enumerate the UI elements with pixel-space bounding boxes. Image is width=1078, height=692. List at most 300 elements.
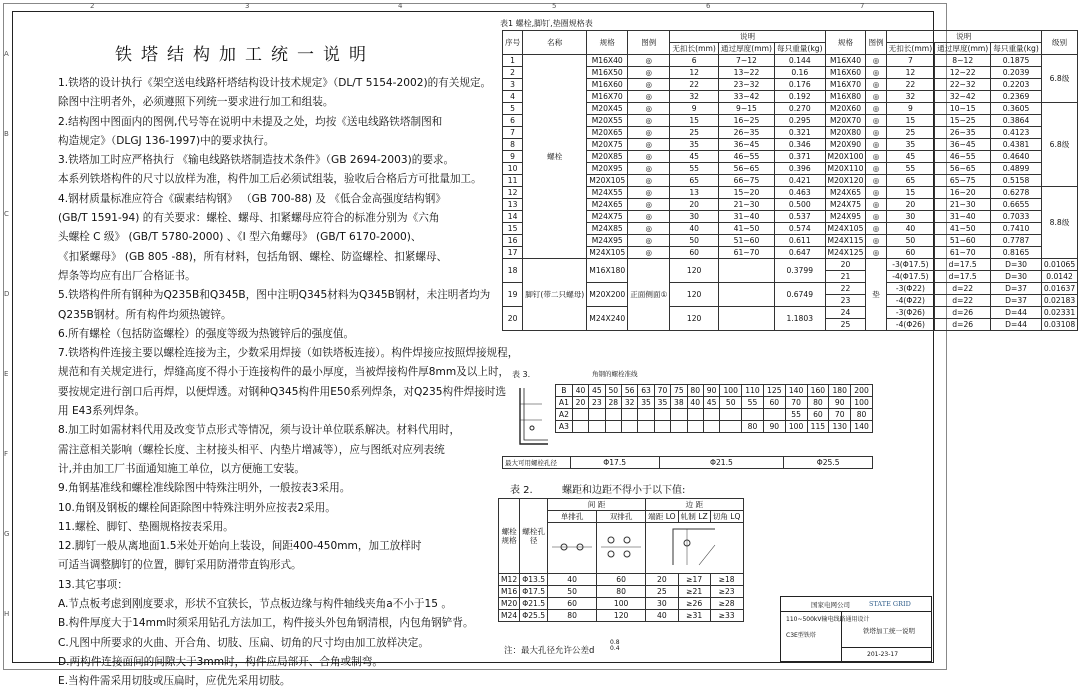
- header-cell: 45: [589, 385, 605, 397]
- table-cell: 0.5158: [991, 175, 1042, 187]
- table-cell: 0.463: [775, 187, 826, 199]
- bolt-symbol-icon: ◎: [866, 127, 886, 139]
- table-cell: 2: [503, 67, 523, 79]
- bolt-row: [503, 151, 1078, 163]
- table-cell: [718, 283, 774, 307]
- table3-caption: 表 3.: [512, 370, 531, 379]
- table-cell: 32: [621, 397, 637, 409]
- footer-row: [503, 457, 873, 469]
- pitch-row: [499, 610, 744, 622]
- header-cell: 序号: [503, 31, 523, 55]
- table-cell: 13: [670, 187, 719, 199]
- bolt-symbol-icon: ◎: [628, 115, 670, 127]
- table-cell: 56~65: [935, 163, 991, 175]
- table-cell: Φ21.5: [520, 598, 548, 610]
- table-cell: 6: [503, 115, 523, 127]
- table-cell: 70: [785, 397, 807, 409]
- table-cell: 0.6278: [991, 187, 1042, 199]
- header-cell: 50: [605, 385, 621, 397]
- table-cell: 20: [503, 307, 523, 331]
- table-cell: M24X240: [587, 307, 628, 331]
- table-cell: D=30: [991, 271, 1042, 283]
- table-cell: 23: [825, 295, 866, 307]
- bolt-symbol-icon: ◎: [866, 247, 886, 259]
- table-cell: 40: [687, 397, 703, 409]
- note-line: 4.钢材质量标准应符合《碳素结构钢》 （GB 700-88) 及 《低合金高强度结构钢》: [58, 192, 446, 205]
- table-cell: 0.321: [775, 127, 826, 139]
- grade-cell: 8.8级: [1041, 187, 1077, 259]
- note-line: 6.所有螺栓（包括防盗螺栓）的强度等级为热镀锌后的强度值。: [58, 327, 355, 340]
- table-header-row: [499, 499, 744, 511]
- table-cell: M20X80: [825, 127, 866, 139]
- bolt-symbol-icon: ◎: [628, 79, 670, 91]
- bolt-row: [503, 199, 1078, 211]
- table-cell: 0.4381: [991, 139, 1042, 151]
- table-cell: 51~60: [718, 235, 774, 247]
- table-cell: 3: [503, 79, 523, 91]
- table-cell: M24X75: [587, 211, 628, 223]
- table-cell: 0.3605: [991, 103, 1042, 115]
- table-cell: 0.6655: [991, 199, 1042, 211]
- bolt-row: [503, 139, 1078, 151]
- table-cell: 0.7033: [991, 211, 1042, 223]
- note-line: 《扣紧螺母》 (GB 805 -88)，所有材料，包括角钢、螺栓、防盗螺栓、扣紧螺母、: [58, 250, 448, 263]
- table-cell: M20X110: [825, 163, 866, 175]
- table-cell: 90: [829, 397, 851, 409]
- table-header-row: [556, 385, 873, 397]
- table-cell: d=17.5: [935, 259, 991, 271]
- bolt-symbol-icon: ◎: [866, 187, 886, 199]
- note-line: D.两构件连接面间的间隙大于3mm时，构件应局部开、合角或制弯。: [58, 655, 383, 668]
- table-cell: M16X80: [825, 91, 866, 103]
- table-cell: M16X70: [825, 79, 866, 91]
- table-cell: 14: [503, 211, 523, 223]
- table-cell: [703, 409, 719, 421]
- table-cell: 32~42: [935, 91, 991, 103]
- table-cell: 0.01065: [1041, 259, 1077, 271]
- table-cell: M24X125: [825, 247, 866, 259]
- table-cell: 13~22: [718, 67, 774, 79]
- header-cell: 轧制 LZ: [678, 511, 710, 523]
- bolt-line-row: [556, 397, 873, 409]
- foot-washer-row: [503, 259, 1078, 271]
- table-cell: 17: [503, 247, 523, 259]
- table-cell: Φ13.5: [520, 574, 548, 586]
- table-cell: 0.574: [775, 223, 826, 235]
- table-cell: 22: [886, 79, 935, 91]
- table-cell: M20X75: [587, 139, 628, 151]
- table-cell: M24X95: [825, 211, 866, 223]
- header-cell: 63: [638, 385, 654, 397]
- footer-value: Φ17.5: [570, 457, 659, 469]
- table-cell: 0.192: [775, 91, 826, 103]
- footer-value: Φ21.5: [659, 457, 784, 469]
- table-cell: 12: [503, 187, 523, 199]
- table-cell: 7: [503, 127, 523, 139]
- table-cell: M20X105: [587, 175, 628, 187]
- table-cell: 61~70: [718, 247, 774, 259]
- table-cell: ≥17: [678, 574, 710, 586]
- pitch-row: [499, 598, 744, 610]
- table-cell: M12: [499, 574, 520, 586]
- note-line: A.节点板考虑到刚度要求，形状不宜狭长，节点板边缘与构件轴线夹角a不小于15 。: [58, 598, 452, 611]
- table-cell: 41~50: [935, 223, 991, 235]
- step-bolt-note: 正面侧面①: [628, 259, 670, 331]
- table-cell: 0.537: [775, 211, 826, 223]
- table-cell: 21~30: [935, 199, 991, 211]
- table-cell: Φ17.5: [520, 586, 548, 598]
- header-cell: 螺栓孔径: [520, 499, 548, 574]
- ruler-mark: E: [4, 370, 9, 378]
- table-cell: [742, 409, 764, 421]
- table-cell: 5: [503, 103, 523, 115]
- ruler-mark: 2: [90, 2, 95, 10]
- table-cell: 8~12: [935, 55, 991, 67]
- table-cell: [687, 409, 703, 421]
- table-cell: 0.346: [775, 139, 826, 151]
- table-cell: 21~30: [718, 199, 774, 211]
- table-cell: 80: [597, 586, 646, 598]
- group-name: 螺栓: [523, 55, 587, 259]
- table-cell: 80: [548, 610, 597, 622]
- ruler-mark: C: [4, 210, 9, 218]
- bolt-symbol-icon: ◎: [628, 247, 670, 259]
- table-cell: 8: [503, 139, 523, 151]
- table-cell: 31~40: [718, 211, 774, 223]
- table-cell: 40: [548, 574, 597, 586]
- header-cell: 90: [703, 385, 719, 397]
- note-line: 除图中注明者外，必须遵照下列统一要求进行加工和组装。: [58, 96, 334, 109]
- ruler-mark: 6: [706, 2, 711, 10]
- table-cell: 32: [886, 91, 935, 103]
- table-cell: [621, 409, 637, 421]
- table-cell: 13: [503, 199, 523, 211]
- note-line: C.凡图中所要求的火曲、开合角、切肢、压扁、切角的尺寸均由加工放样决定。: [58, 636, 429, 649]
- note-line: 用 E43系列焊条。: [58, 405, 146, 418]
- table-cell: 6: [670, 55, 719, 67]
- table-cell: M16X40: [587, 55, 628, 67]
- header-cell: 边 距: [646, 499, 743, 511]
- note-line: 7.铁塔构件连接主要以螺栓连接为主，少数采用焊接（如铁塔板连接）。构件焊接应按照焊接规程，: [58, 347, 519, 360]
- table-cell: 23~32: [718, 79, 774, 91]
- bolt-row: [503, 223, 1078, 235]
- table-cell: ≥21: [678, 586, 710, 598]
- table2-caption: 表 2.: [510, 485, 533, 496]
- table-cell: 24: [825, 307, 866, 319]
- header-cell: 规格: [587, 31, 628, 55]
- table-cell: 30: [886, 211, 935, 223]
- bolt-symbol-icon: ◎: [628, 55, 670, 67]
- header-cell: 75: [671, 385, 687, 397]
- table-cell: 0.647: [775, 247, 826, 259]
- table-cell: 20: [670, 199, 719, 211]
- ruler-mark: 4: [398, 2, 403, 10]
- table-cell: 21: [825, 271, 866, 283]
- table-cell: [720, 409, 742, 421]
- table-cell: D=37: [991, 295, 1042, 307]
- table-cell: 22: [670, 79, 719, 91]
- pitch-edge-table: [498, 498, 744, 622]
- table3-subtitle: 角钢的螺栓准线: [592, 370, 638, 378]
- table-cell: 65: [670, 175, 719, 187]
- table-cell: 66~75: [718, 175, 774, 187]
- table-cell: 0.7787: [991, 235, 1042, 247]
- header-cell: 单排孔: [548, 511, 597, 523]
- table-cell: 0.02183: [1041, 295, 1077, 307]
- bolt-symbol-icon: ◎: [866, 115, 886, 127]
- table-cell: 0.2039: [991, 67, 1042, 79]
- project-name: 110~500kV输电线路通用设计: [786, 616, 870, 623]
- table-cell: 46~55: [935, 151, 991, 163]
- bolt-symbol-icon: ◎: [628, 67, 670, 79]
- table-cell: [638, 409, 654, 421]
- table-cell: 55: [785, 409, 807, 421]
- table-cell: 16~20: [935, 187, 991, 199]
- table-cell: 0.16: [775, 67, 826, 79]
- note-line: 8.加工时如需材料代用及改变节点形式等情况，须与设计单位联系解决。材料代用时，: [58, 424, 461, 437]
- table-cell: 120: [670, 307, 719, 331]
- header-cell: 说明: [670, 31, 825, 43]
- note-line: 3.铁塔加工时应严格执行 《输电线路铁塔制造技术条件》（GB 2694-2003)的要求。: [58, 154, 455, 167]
- table-cell: M24X105: [587, 247, 628, 259]
- table-cell: 0.500: [775, 199, 826, 211]
- note-line: (GB/T 1591-94) 的有关要求：螺栓、螺母、扣紧螺母应符合的标准分别为《六角: [58, 212, 440, 225]
- table-cell: 26~35: [935, 127, 991, 139]
- table-cell: [654, 421, 670, 433]
- header-cell: 125: [763, 385, 785, 397]
- table-cell: 15: [886, 187, 935, 199]
- drawing-name: 铁塔加工统一说明: [863, 627, 915, 635]
- table-cell: M16X180: [587, 259, 628, 283]
- table-cell: ≥33: [710, 610, 743, 622]
- pitch-row: [499, 586, 744, 598]
- header-cell: 40: [572, 385, 588, 397]
- table-cell: M20X200: [587, 283, 628, 307]
- pitch-row: [499, 574, 744, 586]
- table-cell: M20X65: [587, 127, 628, 139]
- note-line: 13.其它事项：: [58, 578, 128, 591]
- drawing-date: 201-23-17: [867, 651, 899, 658]
- bolt-symbol-icon: ◎: [866, 163, 886, 175]
- table-cell: d=17.5: [935, 271, 991, 283]
- header-cell: 级别: [1041, 31, 1077, 55]
- table-cell: 60: [763, 397, 785, 409]
- table-cell: d=26: [935, 319, 991, 331]
- header-cell: 间 距: [548, 499, 646, 511]
- table-cell: D=30: [991, 259, 1042, 271]
- table-cell: M16X40: [825, 55, 866, 67]
- table-cell: [703, 421, 719, 433]
- table-cell: 41~50: [718, 223, 774, 235]
- note-line: 要按规定进行剖口后再焊，以便焊透。对钢种Q345构件用E50系列焊条，对Q235构件焊接时选: [58, 385, 507, 398]
- table-cell: 0.4640: [991, 151, 1042, 163]
- table-cell: 0.421: [775, 175, 826, 187]
- header-cell: 160: [807, 385, 829, 397]
- table-cell: 40: [646, 610, 679, 622]
- bolt-row: [503, 247, 1078, 259]
- table-cell: 19: [503, 283, 523, 307]
- note-line: 9.角钢基准线和螺栓准线除图中特殊注明外，一般按表3采用。: [58, 482, 351, 495]
- table-cell: 120: [597, 610, 646, 622]
- table-cell: 0.4899: [991, 163, 1042, 175]
- table-cell: 16~25: [718, 115, 774, 127]
- table-cell: 0.396: [775, 163, 826, 175]
- table-cell: M24X105: [825, 223, 866, 235]
- table-cell: 100: [785, 421, 807, 433]
- bolt-symbol-icon: ◎: [866, 103, 886, 115]
- table-cell: Φ25.5: [520, 610, 548, 622]
- table-cell: M20X70: [825, 115, 866, 127]
- ruler-mark: A: [4, 50, 9, 58]
- table-cell: 15: [503, 223, 523, 235]
- table-cell: 22~32: [935, 79, 991, 91]
- table-cell: [589, 421, 605, 433]
- table-cell: 70: [829, 409, 851, 421]
- table-cell: 115: [807, 421, 829, 433]
- table-cell: -4(Φ22): [886, 295, 935, 307]
- table-cell: 61~70: [935, 247, 991, 259]
- table-cell: 100: [851, 397, 873, 409]
- table-cell: [638, 421, 654, 433]
- table-cell: 0.1875: [991, 55, 1042, 67]
- table-cell: M20X45: [587, 103, 628, 115]
- table-cell: M20X85: [587, 151, 628, 163]
- table-cell: [671, 409, 687, 421]
- table-cell: 7: [886, 55, 935, 67]
- table-cell: 10~15: [935, 103, 991, 115]
- table-cell: 0.01637: [1041, 283, 1077, 295]
- table-cell: [621, 421, 637, 433]
- table-cell: 60: [597, 574, 646, 586]
- table-cell: [687, 421, 703, 433]
- ruler-mark: 7: [860, 2, 865, 10]
- ruler-mark: F: [4, 450, 9, 458]
- table-cell: M16: [499, 586, 520, 598]
- table-cell: 31~40: [935, 211, 991, 223]
- header-cell: 每只重量(kg): [775, 43, 826, 55]
- ruler-mark: 5: [552, 2, 557, 10]
- table-cell: 32: [670, 91, 719, 103]
- table-cell: 0.8165: [991, 247, 1042, 259]
- table-cell: 50: [720, 397, 742, 409]
- header-cell: 180: [829, 385, 851, 397]
- table-cell: 45: [703, 397, 719, 409]
- table-cell: 40: [886, 223, 935, 235]
- table2-tolerance: 0.8 0.4: [610, 639, 620, 652]
- table-cell: D=37: [991, 283, 1042, 295]
- table-cell: 0.4123: [991, 127, 1042, 139]
- table-header-row: [503, 31, 1078, 43]
- table-cell: 50: [886, 235, 935, 247]
- table-cell: 0.3799: [775, 259, 826, 283]
- table1-caption: 表1 螺栓,脚钉,垫圈规格表: [500, 19, 593, 28]
- table-cell: M20X95: [587, 163, 628, 175]
- bolt-row: [503, 79, 1078, 91]
- table-cell: 60: [670, 247, 719, 259]
- note-line: 需注意相关影响（螺栓长度、主材接头相平、内垫片增减等），应与图纸对应列表统: [58, 443, 445, 456]
- table-cell: M24: [499, 610, 520, 622]
- table-cell: 20: [646, 574, 679, 586]
- table-cell: 16: [503, 235, 523, 247]
- table-cell: 0.3864: [991, 115, 1042, 127]
- hole-layout-sketch: [646, 523, 743, 574]
- table-cell: ≥31: [678, 610, 710, 622]
- table-cell: 0.2369: [991, 91, 1042, 103]
- bolt-symbol-icon: ◎: [866, 139, 886, 151]
- table-cell: 25: [646, 586, 679, 598]
- header-cell: B: [556, 385, 573, 397]
- table-cell: [605, 409, 621, 421]
- table-cell: 18: [503, 259, 523, 283]
- table-cell: [718, 307, 774, 331]
- table-cell: 0.02331: [1041, 307, 1077, 319]
- table-cell: 36~45: [718, 139, 774, 151]
- table-cell: 65: [886, 175, 935, 187]
- table-cell: 12: [670, 67, 719, 79]
- bolt-symbol-icon: ◎: [866, 211, 886, 223]
- table-cell: 35: [886, 139, 935, 151]
- title-block-divider: [841, 647, 931, 648]
- table-cell: M24X55: [587, 187, 628, 199]
- header-cell: 通过厚度(mm): [718, 43, 774, 55]
- header-cell: 80: [687, 385, 703, 397]
- note-line: 可适当调整脚钉的位置，脚钉采用防滑带直钩形式。: [58, 559, 302, 572]
- table-cell: 45: [886, 151, 935, 163]
- ruler-mark: H: [4, 610, 10, 618]
- table-cell: 40: [670, 223, 719, 235]
- table-cell: M20: [499, 598, 520, 610]
- table-cell: 25: [670, 127, 719, 139]
- table-cell: 45: [670, 151, 719, 163]
- bolt-row: [503, 91, 1078, 103]
- ruler-mark: D: [4, 290, 10, 298]
- table-cell: 120: [670, 283, 719, 307]
- table-cell: [654, 409, 670, 421]
- brand-logo: STATE GRID: [869, 600, 911, 608]
- table-cell: 0.0142: [1041, 271, 1077, 283]
- table-cell: 36~45: [935, 139, 991, 151]
- table-cell: 51~60: [935, 235, 991, 247]
- table-cell: 30: [670, 211, 719, 223]
- header-cell: 图例: [628, 31, 670, 55]
- angle-steel-sketch: [512, 384, 554, 456]
- table-cell: 9~15: [718, 103, 774, 115]
- table-cell: ≥28: [710, 598, 743, 610]
- bolt-symbol-icon: ◎: [628, 199, 670, 211]
- bolt-symbol-icon: ◎: [628, 187, 670, 199]
- table-cell: [605, 421, 621, 433]
- table-cell: 0.6749: [775, 283, 826, 307]
- bolt-symbol-icon: ◎: [628, 139, 670, 151]
- table-cell: d=22: [935, 295, 991, 307]
- table-cell: 20: [825, 259, 866, 271]
- footer-value: Φ25.5: [784, 457, 873, 469]
- table-cell: 15: [886, 115, 935, 127]
- bolt-row: [503, 211, 1078, 223]
- table-cell: 20: [886, 199, 935, 211]
- bolt-symbol-icon: ◎: [628, 103, 670, 115]
- table2-note: 注：最大孔径允许公差d: [504, 646, 595, 656]
- bolt-line-table: [555, 384, 873, 433]
- header-cell: 端距 LO: [646, 511, 679, 523]
- bolt-row: [503, 103, 1078, 115]
- note-line: 10.角钢及钢板的螺栓间距除图中特殊注明外应按表2采用。: [58, 501, 336, 514]
- bolt-row: [503, 175, 1078, 187]
- table-cell: 0.03108: [1041, 319, 1077, 331]
- table-cell: 9: [886, 103, 935, 115]
- header-cell: 螺栓规格: [499, 499, 520, 574]
- footer-label: 最大可用螺栓孔径: [503, 457, 571, 469]
